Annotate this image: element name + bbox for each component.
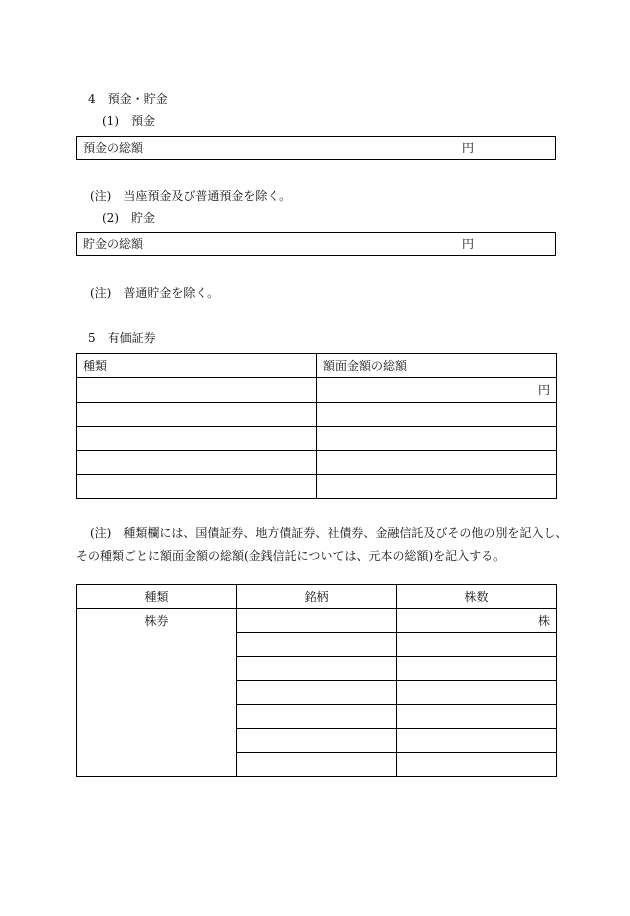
savings-total-label: 貯金の総額	[83, 237, 144, 251]
savings-total-box	[76, 232, 556, 256]
stock-type-cell: 株券	[77, 609, 237, 777]
table-cell	[237, 753, 397, 777]
deposit-total-label: 預金の総額	[83, 141, 144, 155]
table-cell	[397, 681, 557, 705]
table-cell	[397, 729, 557, 753]
deposit-total-unit: 円	[462, 141, 475, 155]
section-5-heading: 5 有価証券	[88, 331, 156, 345]
securities-note-line-1: (注) 種類欄には、国債証券、地方債証券、社債券、金融信託及びその他の別を記入し、	[90, 526, 568, 540]
table-cell	[77, 427, 317, 451]
stock-table	[76, 584, 557, 777]
col-header-shares: 株数	[397, 585, 557, 609]
table-cell	[237, 609, 397, 633]
col-header-brand: 銘柄	[237, 585, 397, 609]
table-cell	[237, 633, 397, 657]
table-cell	[397, 633, 557, 657]
table-cell	[77, 451, 317, 475]
table-cell	[317, 403, 557, 427]
savings-total-unit: 円	[462, 237, 475, 251]
table-cell	[317, 427, 557, 451]
table-cell	[397, 753, 557, 777]
col-header-face-value-total: 額面金額の総額	[317, 354, 557, 378]
table-cell	[317, 451, 557, 475]
table-row	[77, 378, 557, 403]
securities-table	[76, 353, 557, 499]
table-cell	[237, 729, 397, 753]
col-header-type: 種類	[77, 585, 237, 609]
table-row	[77, 451, 557, 475]
table-cell	[397, 657, 557, 681]
savings-note: (注) 普通貯金を除く。	[90, 286, 220, 300]
subsection-1-heading: (1) 預金	[102, 114, 155, 128]
table-cell	[77, 475, 317, 499]
table-row	[77, 403, 557, 427]
table-row	[77, 427, 557, 451]
securities-note-line-2: その種類ごとに額面金額の総額(金銭信託については、元本の総額)を記入する。	[76, 549, 506, 563]
subsection-2-heading: (2) 貯金	[102, 211, 155, 225]
table-cell	[237, 657, 397, 681]
table-cell	[77, 378, 317, 403]
table-cell	[77, 403, 317, 427]
deposit-note: (注) 当座預金及び普通預金を除く。	[90, 189, 292, 203]
table-cell	[397, 705, 557, 729]
table-cell	[237, 705, 397, 729]
share-count-unit: 株	[397, 609, 557, 633]
deposit-total-box	[76, 136, 556, 160]
table-row	[77, 609, 557, 633]
section-4-heading: 4 預金・貯金	[88, 92, 168, 106]
col-header-type: 種類	[77, 354, 317, 378]
table-cell	[317, 475, 557, 499]
table-cell	[237, 681, 397, 705]
face-value-unit: 円	[317, 378, 557, 403]
table-row	[77, 475, 557, 499]
